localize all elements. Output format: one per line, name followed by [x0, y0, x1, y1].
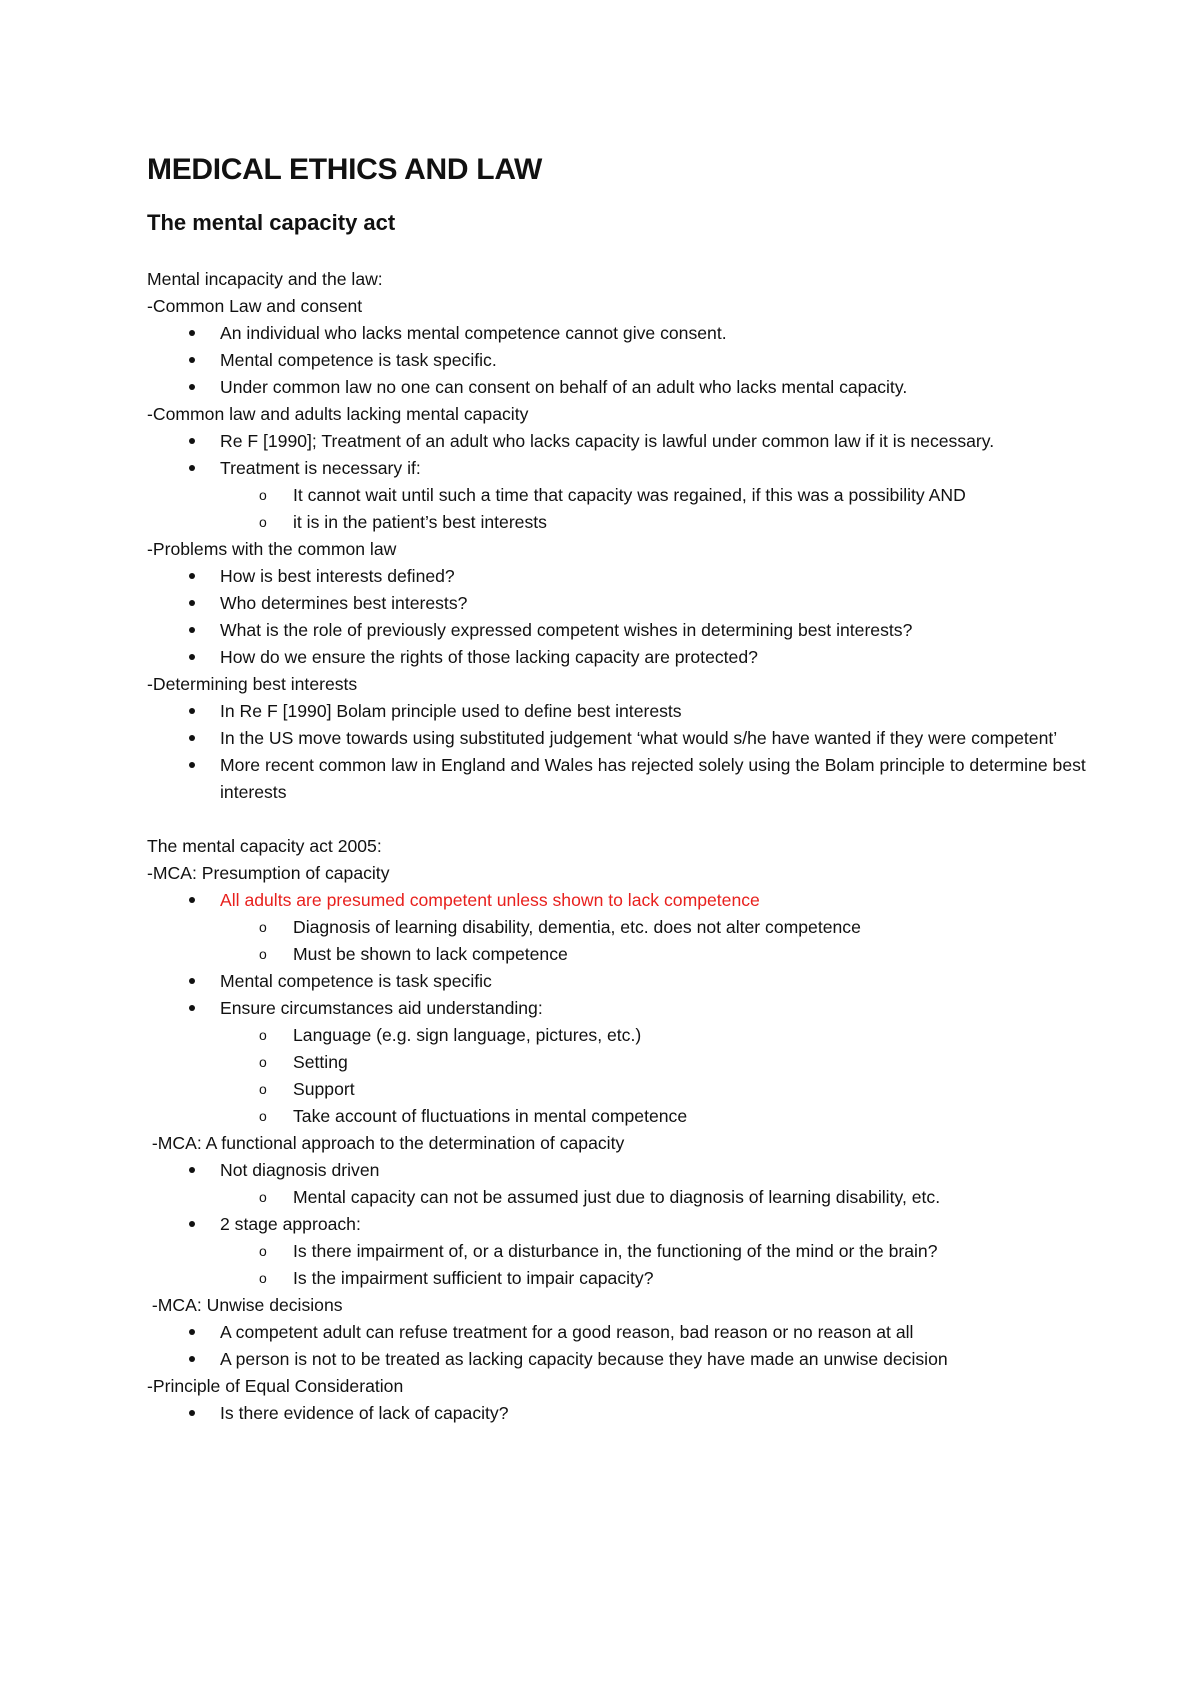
- section-heading: -Common Law and consent: [147, 296, 363, 316]
- sub-bullet-list: [220, 1022, 1107, 1130]
- sub-list-item: o Support: [147, 1076, 1107, 1103]
- bullet-list: [147, 1157, 1107, 1292]
- list-item: An individual who lacks mental competence cannot give consent.: [147, 320, 1107, 347]
- list-item: Not diagnosis driven o Mental capacity can not be assumed just due to diagnosis of learning disability, etc.: [147, 1157, 1107, 1211]
- list-item: In Re F [1990] Bolam principle used to define best interests: [147, 698, 1107, 725]
- sub-bullet-icon: o: [259, 1081, 267, 1097]
- bullet-icon: [187, 698, 197, 725]
- bullet-icon: [187, 1211, 197, 1238]
- list-item: How do we ensure the rights of those lacking capacity are protected?: [147, 644, 1107, 671]
- sub-bullet-list: [220, 1238, 1107, 1292]
- section-heading: -MCA: A functional approach to the determination of capacity: [147, 1133, 625, 1153]
- bullet-icon: [187, 752, 197, 779]
- list-item: 2 stage approach: o Is there impairment of, or a disturbance in, the functioning of the mind or the brain? o Is the impairment sufficient to impair capacity?: [147, 1211, 1107, 1292]
- sub-bullet-list: [220, 914, 1107, 968]
- sub-list-item: o Diagnosis of learning disability, dementia, etc. does not alter competence: [147, 914, 1107, 941]
- bullet-icon: [187, 644, 197, 671]
- sub-bullet-list: [220, 482, 1107, 536]
- section-heading: Mental incapacity and the law:: [147, 269, 383, 289]
- bullet-icon: [187, 1319, 197, 1346]
- sub-bullet-icon: o: [259, 514, 267, 530]
- sub-bullet-icon: o: [259, 1270, 267, 1286]
- bullet-icon: [187, 1157, 197, 1184]
- bullet-icon: [187, 617, 197, 644]
- bullet-icon: [187, 590, 197, 617]
- bullet-icon: [187, 428, 197, 455]
- section-heading: -Determining best interests: [147, 674, 358, 694]
- section-heading: -Problems with the common law: [147, 539, 397, 559]
- bullet-icon: [187, 374, 197, 401]
- document-title: MEDICAL ETHICS AND LAW: [147, 153, 543, 186]
- list-item: Mental competence is task specific.: [147, 347, 1107, 374]
- bullet-icon: [187, 563, 197, 590]
- sub-bullet-icon: o: [259, 1108, 267, 1124]
- list-item: In the US move towards using substituted judgement ‘what would s/he have wanted if they were competent’: [147, 725, 1107, 752]
- list-item: Re F [1990]; Treatment of an adult who lacks capacity is lawful under common law if it is necessary.: [147, 428, 1107, 455]
- sub-list-item: o Is the impairment sufficient to impair capacity?: [147, 1265, 1107, 1292]
- sub-list-item: o Is there impairment of, or a disturbance in, the functioning of the mind or the brain?: [147, 1238, 1107, 1265]
- list-item: A person is not to be treated as lacking capacity because they have made an unwise decision: [147, 1346, 1107, 1373]
- section-heading: -Common law and adults lacking mental capacity: [147, 404, 529, 424]
- list-item: How is best interests defined?: [147, 563, 1107, 590]
- list-item: What is the role of previously expressed competent wishes in determining best interests?: [147, 617, 1107, 644]
- sub-list-item: o Setting: [147, 1049, 1107, 1076]
- bullet-icon: [187, 455, 197, 482]
- list-item: More recent common law in England and Wales has rejected solely using the Bolam principle to determine best interests: [147, 752, 1107, 806]
- bullet-list: [147, 698, 1107, 806]
- bullet-list: [147, 887, 1107, 1130]
- sub-list-item: o Language (e.g. sign language, pictures, etc.): [147, 1022, 1107, 1049]
- list-item: A competent adult can refuse treatment for a good reason, bad reason or no reason at all: [147, 1319, 1107, 1346]
- bullet-icon: [187, 1400, 197, 1427]
- document-subtitle: The mental capacity act: [147, 210, 396, 235]
- section-heading: -MCA: Presumption of capacity: [147, 863, 390, 883]
- bullet-list: [147, 1400, 1107, 1427]
- sub-bullet-icon: o: [259, 1189, 267, 1205]
- bullet-icon: [187, 320, 197, 347]
- bullet-icon: [187, 968, 197, 995]
- bullet-icon: [187, 725, 197, 752]
- bullet-icon: [187, 887, 197, 914]
- section-heading: The mental capacity act 2005:: [147, 836, 382, 856]
- list-item: Mental competence is task specific: [147, 968, 1107, 995]
- sub-list-item: o Take account of fluctuations in mental competence: [147, 1103, 1107, 1130]
- sub-bullet-icon: o: [259, 1027, 267, 1043]
- sub-bullet-icon: o: [259, 1243, 267, 1259]
- bullet-list: [147, 1319, 1107, 1373]
- sub-list-item: o It cannot wait until such a time that capacity was regained, if this was a possibility AND: [147, 482, 1107, 509]
- bullet-list: [147, 563, 1107, 671]
- sub-list-item: o it is in the patient’s best interests: [147, 509, 1107, 536]
- document-body: [147, 150, 1107, 1427]
- bullet-icon: [187, 995, 197, 1022]
- section-heading: -Principle of Equal Consideration: [147, 1376, 404, 1396]
- sub-bullet-icon: o: [259, 1054, 267, 1070]
- list-item: Is there evidence of lack of capacity?: [147, 1400, 1107, 1427]
- list-item: Who determines best interests?: [147, 590, 1107, 617]
- bullet-list: [147, 320, 1107, 401]
- bullet-icon: [187, 347, 197, 374]
- bullet-icon: [187, 1346, 197, 1373]
- highlighted-text: All adults are presumed competent unless shown to lack competence: [220, 890, 760, 910]
- list-item: Ensure circumstances aid understanding: o Language (e.g. sign language, pictures, etc.) o Setting o Support o Take account of fluctuations in mental competence: [147, 995, 1107, 1130]
- sub-bullet-icon: o: [259, 919, 267, 935]
- sub-bullet-list: [220, 1184, 1107, 1211]
- bullet-list: [147, 428, 1107, 536]
- list-item: [147, 887, 1107, 968]
- sub-list-item: o Must be shown to lack competence: [147, 941, 1107, 968]
- sub-bullet-icon: o: [259, 487, 267, 503]
- blank-line: [147, 806, 1107, 833]
- list-item: Under common law no one can consent on behalf of an adult who lacks mental capacity.: [147, 374, 1107, 401]
- list-item: Treatment is necessary if: o It cannot wait until such a time that capacity was regained, if this was a possibility AND o it is in the patient’s best interests: [147, 455, 1107, 536]
- sub-bullet-icon: o: [259, 946, 267, 962]
- sub-list-item: o Mental capacity can not be assumed just due to diagnosis of learning disability, etc.: [147, 1184, 1107, 1211]
- section-heading: -MCA: Unwise decisions: [147, 1295, 343, 1315]
